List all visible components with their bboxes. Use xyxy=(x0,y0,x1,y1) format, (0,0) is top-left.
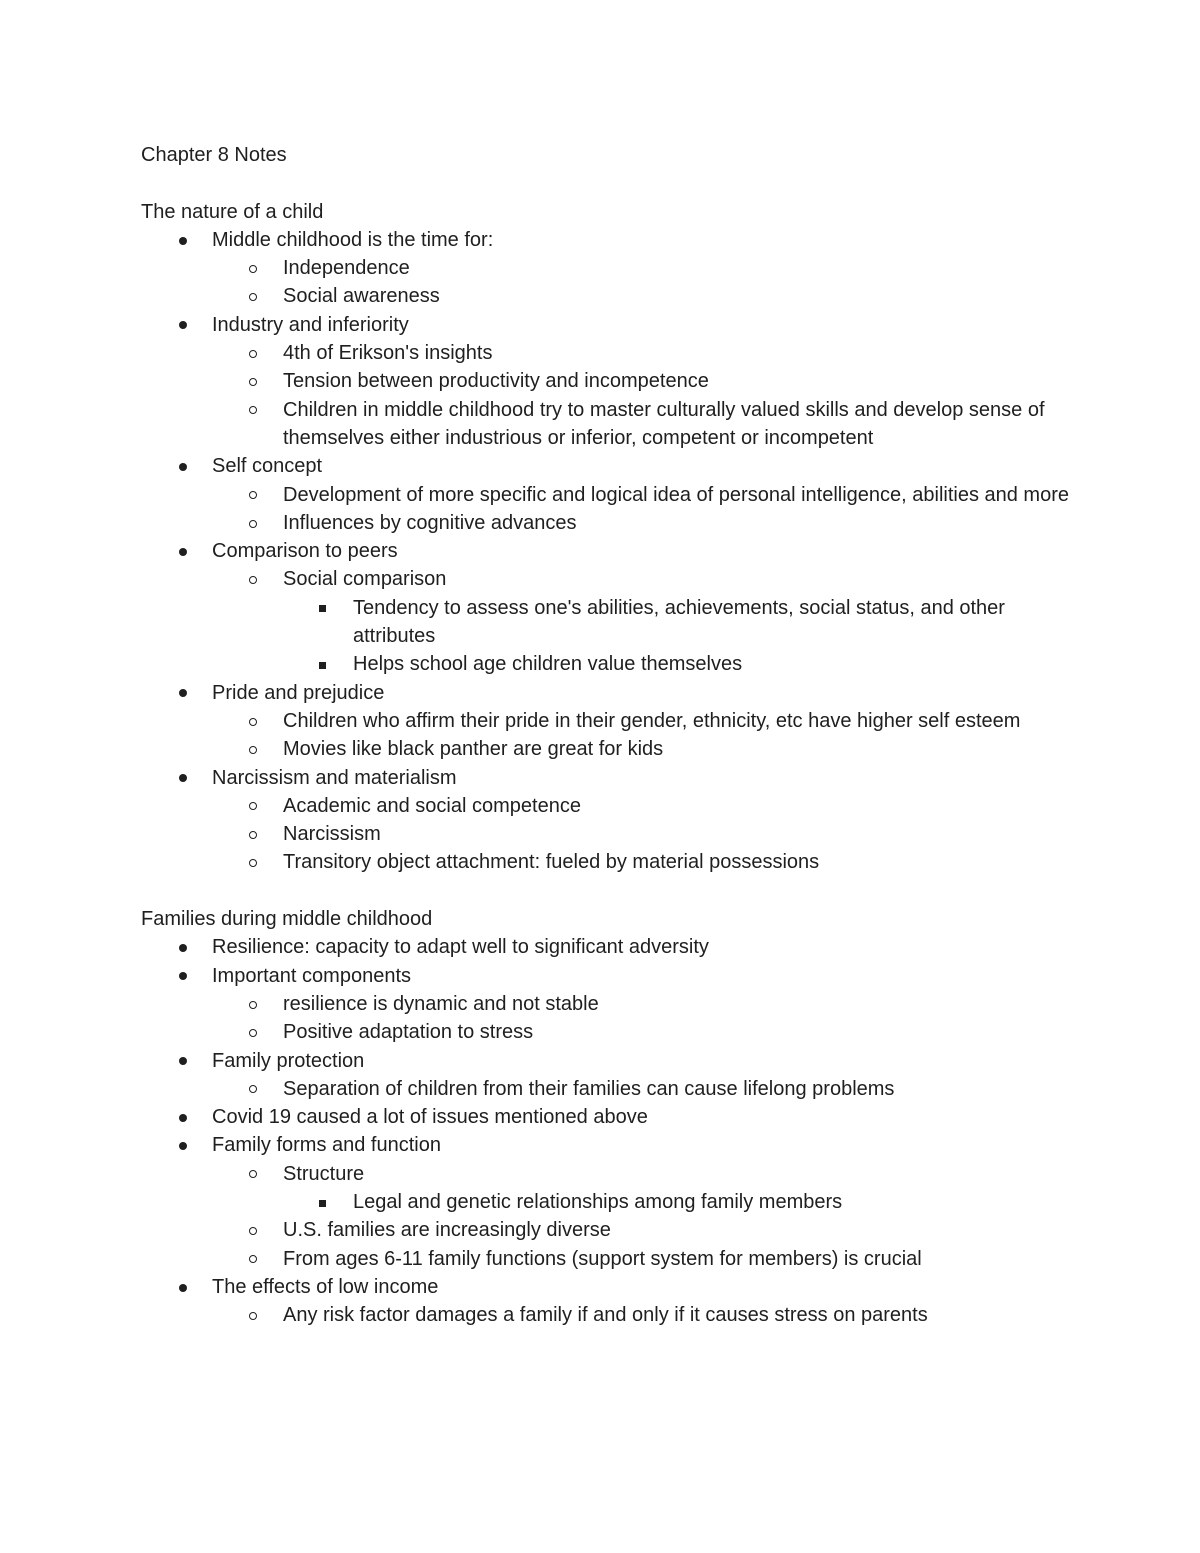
bullet-marker xyxy=(249,1160,257,1188)
bullet-marker xyxy=(249,396,257,424)
bullet-marker xyxy=(249,848,257,876)
bullet-disc-icon xyxy=(179,1142,187,1150)
list-item-level-2 xyxy=(141,481,1081,509)
section-heading: Families during middle childhood xyxy=(141,908,433,931)
bullet-marker xyxy=(249,367,257,395)
bullet-marker xyxy=(319,650,326,678)
list-item-level-3 xyxy=(141,650,1081,678)
bullet-square-icon xyxy=(319,605,326,612)
bullet-circle-icon xyxy=(249,1255,257,1263)
list-item-level-2 xyxy=(141,792,1081,820)
bullet-marker xyxy=(179,311,187,339)
bullet-list xyxy=(141,933,1081,1329)
list-item-text: Helps school age children value themselves xyxy=(353,653,743,676)
list-item-level-1 xyxy=(141,962,1081,990)
list-item-text: Tendency to assess one's abilities, achievements, social status, and other attributes xyxy=(353,596,1005,648)
list-item-text: Important components xyxy=(212,964,411,987)
list-item-text: Family protection xyxy=(212,1049,365,1072)
list-item-level-2 xyxy=(141,848,1081,876)
list-item-level-1 xyxy=(141,1273,1081,1301)
bullet-circle-icon xyxy=(249,406,257,414)
list-item-text: U.S. families are increasingly diverse xyxy=(283,1219,611,1242)
list-item-level-2 xyxy=(141,367,1081,395)
list-item-level-2 xyxy=(141,254,1081,282)
bullet-marker xyxy=(249,339,257,367)
bullet-circle-icon xyxy=(249,520,257,528)
list-item-text: Covid 19 caused a lot of issues mentioned above xyxy=(212,1106,648,1129)
bullet-marker xyxy=(179,1131,187,1159)
list-item-text: Self concept xyxy=(212,455,323,478)
list-item-text: Positive adaptation to stress xyxy=(283,1021,534,1044)
bullet-square-icon xyxy=(319,1200,326,1207)
bullet-marker xyxy=(319,1188,326,1216)
blank-line xyxy=(141,877,1081,905)
list-item-text: Tension between productivity and incompetence xyxy=(283,370,709,393)
list-item-level-1 xyxy=(141,679,1081,707)
list-item-text: Structure xyxy=(283,1162,365,1185)
list-item-level-1 xyxy=(141,452,1081,480)
bullet-marker xyxy=(249,1075,257,1103)
bullet-marker xyxy=(179,452,187,480)
list-item-level-2 xyxy=(141,396,1081,453)
bullet-disc-icon xyxy=(179,944,187,952)
bullet-marker xyxy=(319,594,326,622)
list-item-level-1 xyxy=(141,764,1081,792)
list-item-level-1 xyxy=(141,311,1081,339)
list-item-text: Narcissism and materialism xyxy=(212,766,457,789)
bullet-marker xyxy=(179,962,187,990)
list-item-text: Social comparison xyxy=(283,568,447,591)
bullet-marker xyxy=(249,820,257,848)
bullet-circle-icon xyxy=(249,293,257,301)
bullet-marker xyxy=(249,990,257,1018)
bullet-circle-icon xyxy=(249,1170,257,1178)
list-item-text: Any risk factor damages a family if and only if it causes stress on parents xyxy=(283,1304,928,1327)
bullet-marker xyxy=(179,537,187,565)
list-item-level-1 xyxy=(141,1047,1081,1075)
bullet-marker xyxy=(249,565,257,593)
list-item-text: Narcissism xyxy=(283,823,381,846)
section-heading: The nature of a child xyxy=(141,200,324,223)
notes-sections xyxy=(141,198,1081,1330)
bullet-disc-icon xyxy=(179,689,187,697)
bullet-marker xyxy=(249,1216,257,1244)
list-item-level-2 xyxy=(141,1245,1081,1273)
bullet-marker xyxy=(249,707,257,735)
bullet-circle-icon xyxy=(249,859,257,867)
list-item-text: The effects of low income xyxy=(212,1275,439,1298)
list-item-level-2 xyxy=(141,707,1081,735)
list-item-text: Academic and social competence xyxy=(283,794,581,817)
bullet-square-icon xyxy=(319,662,326,669)
list-item-level-2 xyxy=(141,339,1081,367)
bullet-marker xyxy=(249,509,257,537)
list-item-level-2 xyxy=(141,1075,1081,1103)
list-item-level-2 xyxy=(141,990,1081,1018)
list-item-level-2 xyxy=(141,565,1081,593)
list-item-text: Independence xyxy=(283,257,410,280)
list-item-level-2 xyxy=(141,1160,1081,1188)
bullet-circle-icon xyxy=(249,1227,257,1235)
notes-section xyxy=(141,905,1081,1329)
list-item-text: Family forms and function xyxy=(212,1134,441,1157)
bullet-circle-icon xyxy=(249,378,257,386)
list-item-level-3 xyxy=(141,1188,1081,1216)
bullet-marker xyxy=(179,933,187,961)
list-item-level-2 xyxy=(141,820,1081,848)
bullet-disc-icon xyxy=(179,1057,187,1065)
bullet-circle-icon xyxy=(249,1312,257,1320)
blank-line xyxy=(141,169,1081,197)
list-item-text: From ages 6-11 family functions (support system for members) is crucial xyxy=(283,1247,922,1270)
bullet-marker xyxy=(179,226,187,254)
bullet-disc-icon xyxy=(179,237,187,245)
list-item-level-1 xyxy=(141,1131,1081,1159)
bullet-disc-icon xyxy=(179,321,187,329)
bullet-disc-icon xyxy=(179,548,187,556)
list-item-text: Development of more specific and logical idea of personal intelligence, abilities and more xyxy=(283,483,1069,506)
notes-section xyxy=(141,198,1081,877)
bullet-circle-icon xyxy=(249,831,257,839)
list-item-text: Middle childhood is the time for: xyxy=(212,228,494,251)
bullet-marker xyxy=(179,1103,187,1131)
list-item-level-1 xyxy=(141,226,1081,254)
bullet-circle-icon xyxy=(249,491,257,499)
bullet-marker xyxy=(179,764,187,792)
bullet-marker xyxy=(249,735,257,763)
bullet-circle-icon xyxy=(249,746,257,754)
document-body xyxy=(141,141,1081,1329)
bullet-marker xyxy=(249,481,257,509)
bullet-circle-icon xyxy=(249,1029,257,1037)
list-item-text: resilience is dynamic and not stable xyxy=(283,992,599,1015)
bullet-marker xyxy=(249,1245,257,1273)
bullet-marker xyxy=(249,282,257,310)
bullet-disc-icon xyxy=(179,1284,187,1292)
bullet-marker xyxy=(249,1018,257,1046)
list-item-text: Comparison to peers xyxy=(212,540,398,563)
bullet-marker xyxy=(249,792,257,820)
list-item-text: Resilience: capacity to adapt well to significant adversity xyxy=(212,936,709,959)
list-item-text: Transitory object attachment: fueled by material possessions xyxy=(283,851,820,874)
bullet-disc-icon xyxy=(179,1114,187,1122)
list-item-level-1 xyxy=(141,537,1081,565)
list-item-level-2 xyxy=(141,735,1081,763)
list-item-text: Social awareness xyxy=(283,285,440,308)
list-item-text: Influences by cognitive advances xyxy=(283,511,577,534)
list-item-level-1 xyxy=(141,1103,1081,1131)
list-item-level-2 xyxy=(141,1301,1081,1329)
list-item-text: 4th of Erikson's insights xyxy=(283,342,493,365)
bullet-circle-icon xyxy=(249,265,257,273)
list-item-text: Separation of children from their families can cause lifelong problems xyxy=(283,1077,895,1100)
bullet-circle-icon xyxy=(249,802,257,810)
list-item-level-1 xyxy=(141,933,1081,961)
bullet-disc-icon xyxy=(179,774,187,782)
list-item-text: Children who affirm their pride in their gender, ethnicity, etc have higher self esteem xyxy=(283,709,1021,732)
bullet-circle-icon xyxy=(249,350,257,358)
bullet-disc-icon xyxy=(179,972,187,980)
list-item-text: Movies like black panther are great for kids xyxy=(283,738,664,761)
bullet-marker xyxy=(179,1273,187,1301)
bullet-circle-icon xyxy=(249,576,257,584)
list-item-level-2 xyxy=(141,1216,1081,1244)
list-item-text: Pride and prejudice xyxy=(212,681,385,704)
bullet-list xyxy=(141,226,1081,877)
list-item-text: Children in middle childhood try to master culturally valued skills and develop sense of themselves either industrious or inferior, competent or incompetent xyxy=(283,398,1045,449)
list-item-level-2 xyxy=(141,1018,1081,1046)
list-item-text: Legal and genetic relationships among family members xyxy=(353,1190,843,1213)
bullet-marker xyxy=(249,1301,257,1329)
bullet-marker xyxy=(179,679,187,707)
bullet-marker xyxy=(179,1047,187,1075)
bullet-circle-icon xyxy=(249,718,257,726)
list-item-level-2 xyxy=(141,282,1081,310)
bullet-circle-icon xyxy=(249,1085,257,1093)
document-title: Chapter 8 Notes xyxy=(141,144,287,166)
list-item-text: Industry and inferiority xyxy=(212,313,409,336)
bullet-circle-icon xyxy=(249,1001,257,1009)
list-item-level-2 xyxy=(141,509,1081,537)
list-item-level-3 xyxy=(141,594,1081,651)
bullet-disc-icon xyxy=(179,463,187,471)
bullet-marker xyxy=(249,254,257,282)
